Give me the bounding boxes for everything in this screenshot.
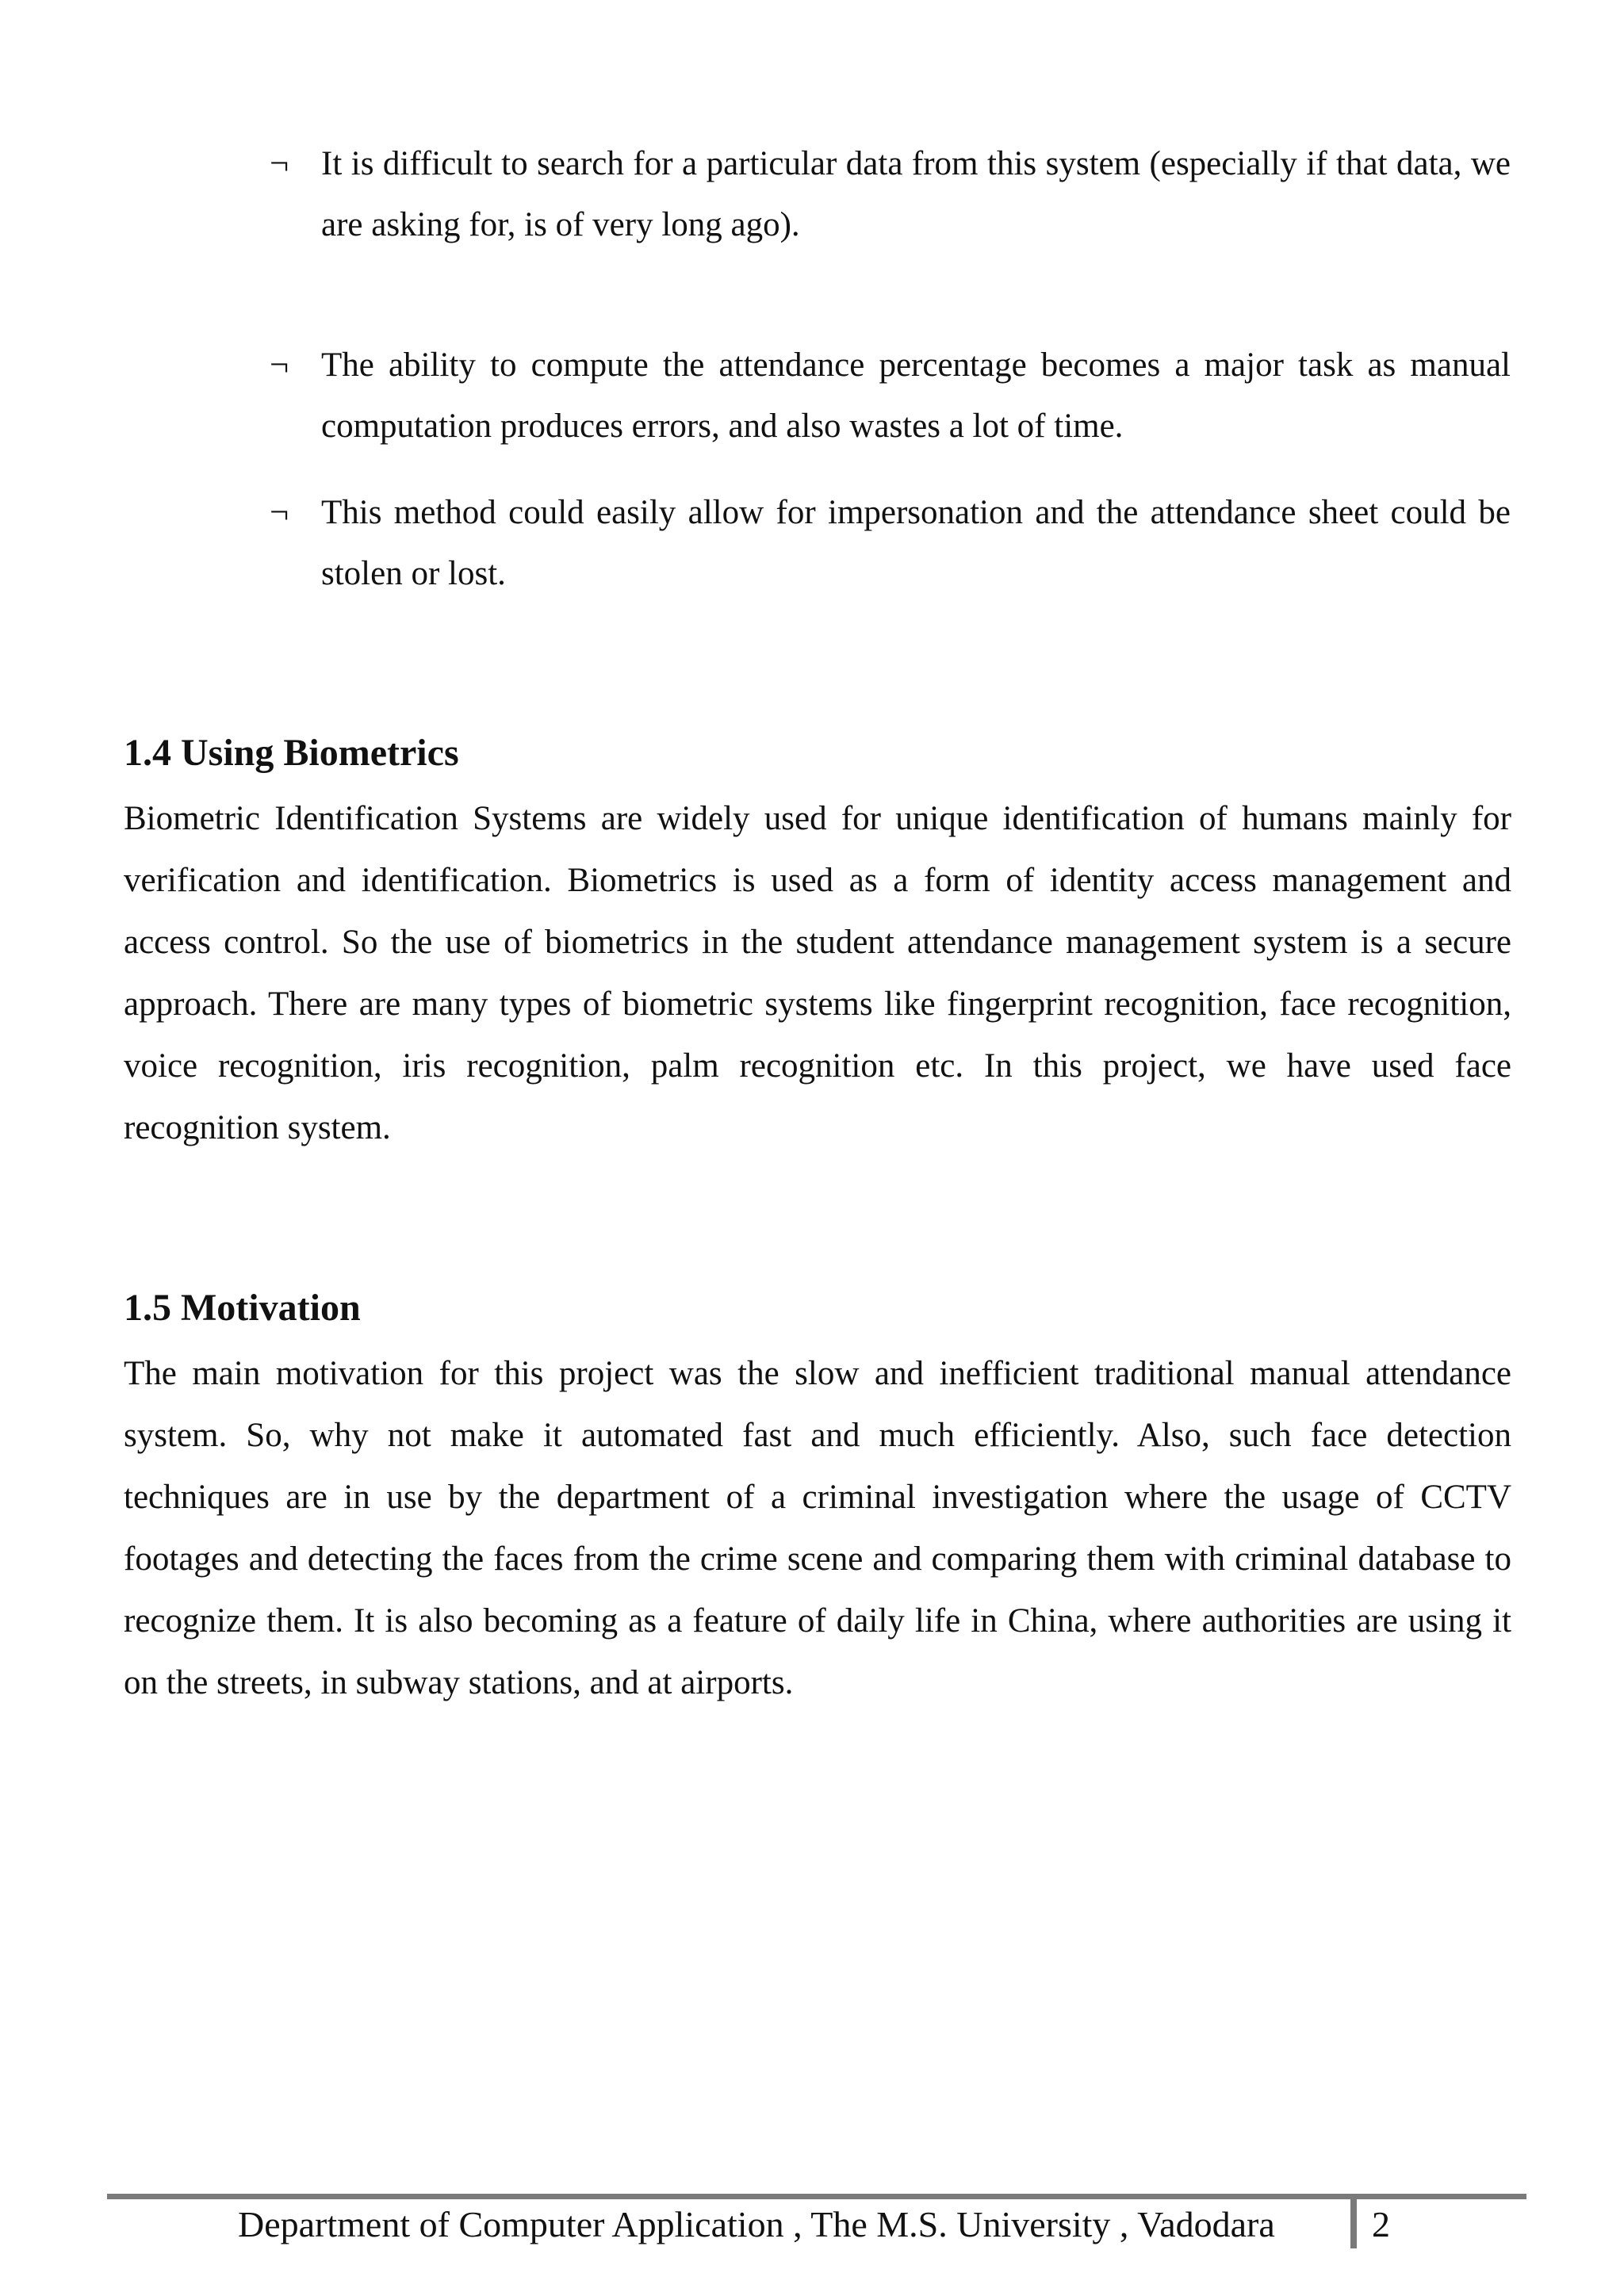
footer-divider: [107, 2194, 1526, 2199]
page-footer: [107, 2199, 1526, 2255]
section-paragraph: The main motivation for this project was the slow and inefficient traditional manual attendance system. So, why not make it automated fast and much efficiently. Also, such face detection techniques are in use by the department of a criminal investigation where the usage of CCTV footages and detecting the faces from the crime scene and comparing them with criminal database to recognize them. It is also becoming as a feature of daily life in China, where authorities are using it on the streets, in subway stations, and at airports.: [124, 1355, 1511, 1701]
section-paragraph: Biometric Identification Systems are widely used for unique identification of humans mainly for verification and identification. Biometrics is used as a form of identity access management and access control. So the use of biometrics in the student attendance management system is a secure approach. There are many types of biometric systems like fingerprint recognition, face recognition, voice recognition, iris recognition, palm recognition etc. In this project, we have used face recognition system.: [124, 800, 1511, 1146]
section-using-biometrics: [124, 729, 1511, 1159]
bullet-item: [270, 133, 1511, 255]
bullet-text: The ability to compute the attendance percentage becomes a major task as manual computation produces errors, and also wastes a lot of time.: [321, 346, 1511, 445]
bullet-item: [270, 335, 1511, 457]
bullet-text: It is difficult to search for a particular data from this system (especially if that data, we are asking for, is of very long ago).: [321, 145, 1511, 243]
section-heading: 1.5 Motivation: [124, 1287, 361, 1329]
footer-separator: [1350, 2199, 1357, 2248]
bullet-list: [270, 133, 1511, 604]
footer-text: Department of Computer Application , The M.S. University , Vadodara: [238, 2204, 1275, 2244]
bullet-text: This method could easily allow for impersonation and the attendance sheet could be stolen or lost.: [321, 494, 1511, 592]
section-heading: 1.4 Using Biometrics: [124, 732, 459, 774]
section-motivation: [124, 1284, 1511, 1714]
bullet-marker: ¬: [270, 346, 289, 384]
bullet-marker: ¬: [270, 145, 289, 182]
page-number: 2: [1372, 2204, 1390, 2244]
bullet-marker: ¬: [270, 494, 289, 531]
bullet-item: [270, 482, 1511, 604]
